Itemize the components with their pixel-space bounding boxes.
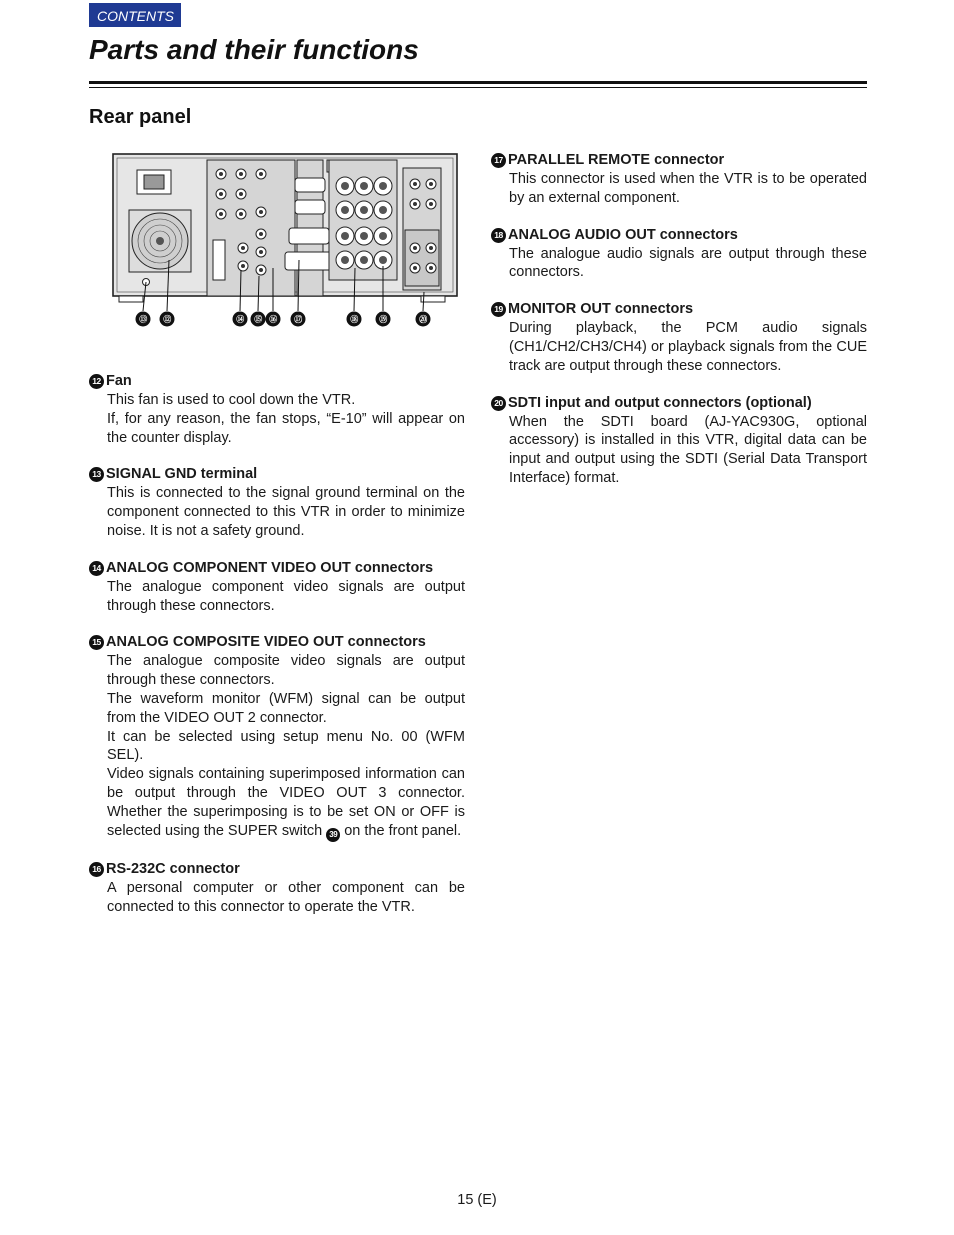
entry-signal-gnd xyxy=(89,465,465,540)
callout-20: ⑳ xyxy=(419,315,427,324)
entry-title: PARALLEL REMOTE connector xyxy=(508,152,725,168)
title-rule xyxy=(89,81,867,84)
entry-composite-video-out xyxy=(89,633,465,842)
entry-component-video-out xyxy=(89,559,465,616)
item-number: 13 xyxy=(89,467,104,482)
entry-fan xyxy=(89,372,465,447)
entry-analog-audio-out xyxy=(491,226,867,283)
entry-title: ANALOG COMPOSITE VIDEO OUT connectors xyxy=(106,634,426,651)
item-number: 16 xyxy=(89,862,104,877)
entry-text: When the SDTI board (AJ-YAC930G, optional accessory) is installed in this VTR, digital data can be input and output using the SDTI (Serial Data Transport Interface) format. xyxy=(509,413,867,486)
entry-monitor-out xyxy=(491,300,867,375)
entry-text: This is connected to the signal ground terminal on the component connected to this VTR in order to minimize noise. It is not a safety ground. xyxy=(107,485,465,539)
entry-title: ANALOG AUDIO OUT connectors xyxy=(508,226,738,243)
entry-title: SDTI input and output connectors (optional) xyxy=(508,394,812,411)
left-column xyxy=(89,372,465,935)
entry-text: The analogue composite video signals are output through these connectors. xyxy=(107,653,465,689)
callout-16: ⑯ xyxy=(269,315,277,324)
fan-illustration xyxy=(129,210,191,272)
entry-text: It can be selected using setup menu No. 00 (WFM SEL). xyxy=(107,728,465,764)
section-title: Rear panel xyxy=(89,106,192,128)
rear-panel-diagram xyxy=(89,148,469,338)
item-number: 14 xyxy=(89,561,104,576)
entry-text: If, for any reason, the fan stops, “E-10” will appear on the counter display. xyxy=(107,410,465,446)
callout-12: ⑫ xyxy=(163,315,171,324)
entry-text: Video signals containing superimposed information can be output through the VIDEO OUT 3 connector. Whether the superimposing is to be set ON or OFF is selected using the SUPER switch 39 on the front panel. xyxy=(107,765,465,842)
entry-title: Fan xyxy=(106,373,132,389)
super-switch-ref: 39 xyxy=(326,828,340,842)
entry-text: The waveform monitor (WFM) signal can be output from the VIDEO OUT 2 connector. xyxy=(107,690,465,726)
item-number: 20 xyxy=(491,396,506,411)
page-title: Parts and their functions xyxy=(89,34,419,65)
entry-text: This fan is used to cool down the VTR. xyxy=(107,392,356,408)
contents-link[interactable]: CONTENTS xyxy=(89,3,181,27)
page-number: 15 (E) xyxy=(457,1192,497,1208)
callout-15: ⑮ xyxy=(254,315,262,324)
entry-text: The analogue audio signals are output through these connectors. xyxy=(509,245,867,281)
entry-parallel-remote xyxy=(491,151,867,208)
title-rule-thin xyxy=(89,87,867,88)
entry-text: This connector is used when the VTR is to be operated by an external component. xyxy=(509,171,867,206)
callout-18: ⑱ xyxy=(350,315,358,324)
callout-19: ⑲ xyxy=(379,315,387,324)
callout-13: ⑬ xyxy=(139,315,147,324)
callout-17: ⑰ xyxy=(294,315,302,324)
callout-14: ⑭ xyxy=(236,315,244,324)
entry-text: The analogue component video signals are output through these connectors. xyxy=(107,578,465,614)
entry-text: A personal computer or other component can be connected to this connector to operate the VTR. xyxy=(107,879,465,915)
item-number: 15 xyxy=(89,635,104,650)
entry-sdti xyxy=(491,394,867,488)
entry-rs232c xyxy=(89,860,465,917)
entry-text: During playback, the PCM audio signals (CH1/CH2/CH3/CH4) or playback signals from the CUE track are output through these connectors. xyxy=(509,320,867,374)
entry-title: MONITOR OUT connectors xyxy=(508,301,694,318)
item-number: 17 xyxy=(491,153,506,168)
entry-title: RS-232C connector xyxy=(106,860,240,877)
entry-title: SIGNAL GND terminal xyxy=(106,466,258,483)
entry-title: ANALOG COMPONENT VIDEO OUT connectors xyxy=(106,559,434,576)
item-number: 12 xyxy=(89,374,104,389)
item-number: 18 xyxy=(491,228,506,243)
right-column xyxy=(491,151,867,506)
item-number: 19 xyxy=(491,302,506,317)
